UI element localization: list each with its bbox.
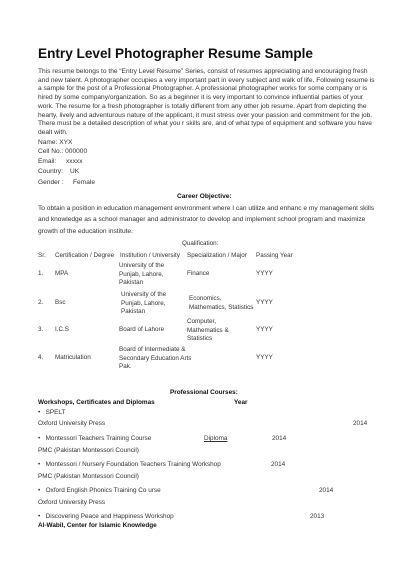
montessori-course-year: 2014: [272, 435, 287, 442]
qual-row-2-sr: 2.: [38, 299, 44, 306]
name-line: Name: XYX: [38, 139, 73, 146]
diploma-label: Diploma: [204, 435, 228, 442]
gender-label: Gender :: [38, 179, 64, 186]
montessori-workshop-item: • Montessori / Nursery Foundation Teachers Training Workshop: [38, 461, 221, 468]
qual-header-year: Passing Year: [256, 252, 293, 259]
cell-line: Cell No.: 000000: [38, 148, 88, 155]
montessori-workshop-provider: PMC (Pakistan Montessori Council): [38, 473, 139, 480]
bullet-icon: •: [38, 409, 41, 416]
qual-row-2-year: YYYY: [256, 299, 273, 306]
montessori-workshop-year: 2014: [271, 461, 286, 468]
phonics-year: 2014: [319, 487, 334, 494]
spelt-item: • SPELT: [38, 409, 66, 416]
qual-header-spec: Specialization / Major: [187, 252, 247, 259]
gender-value: Female: [73, 179, 95, 186]
qual-row-3-sr: 3.: [38, 326, 44, 333]
qual-row-2-cert: Bsc: [55, 299, 66, 306]
qual-row-1-year: YYYY: [256, 270, 273, 277]
email-value: xxxxx: [66, 158, 83, 165]
qual-row-3-year: YYYY: [256, 326, 273, 333]
document-title: Entry Level Photographer Resume Sample: [38, 46, 313, 61]
phonics-item: • Oxford English Phonics Training Co urse: [38, 487, 161, 494]
bullet-icon: •: [38, 461, 41, 468]
workshops-heading: Workshops, Certificates and Diplomas: [38, 399, 155, 406]
montessori-course-item: • Montessori Teachers Training Course: [38, 435, 152, 442]
career-objective-text: To obtain a position in education management environment where I can utilize and enhanc e my management skills and knowledge as a school manager and administrator to develop and implement school program and maximize growth of the education institute.: [38, 205, 375, 235]
qual-row-1-sr: 1.: [38, 270, 44, 277]
professional-courses-heading: Professional Courses:: [170, 389, 238, 396]
bullet-icon: •: [38, 513, 41, 520]
intro-paragraph: This resume belongs to the “Entry Level Resume” Series, consist of resumes appreciating and encouraging fresh and new talent. A photographer occupies a very important part in every subject and walk of life. Following resume is a sample for the post of a Professional Photographer. A professional photographer works for some company or is hired by some company/organization. So as a beginner it is very important to convince influential parties of your work. The resume for a fresh photographer is totally different from any other job resume. Apart from depicting the hearty, lively and adventurous nature of the applicant, it must stress over your passion and commitment for the job. There must be a detailed description of what you r skills are, and of what type of equipment and software you have dealt with.: [38, 68, 375, 136]
spelt-provider: Oxford University Press: [38, 420, 106, 427]
qual-row-1-cert: MPA: [55, 270, 69, 277]
peace-provider: Al-Wabil, Center for Islamic Knowledge: [38, 522, 157, 529]
qual-row-2-spec: Economics, Mathematics, Statistics: [189, 295, 254, 311]
qual-row-4-year: YYYY: [256, 354, 273, 361]
phonics-provider: Oxford University Press: [38, 499, 106, 506]
email-label: Email:: [38, 158, 57, 165]
peace-item: • Discovering Peace and Happiness Workshop: [38, 513, 174, 520]
bullet-icon: •: [38, 435, 41, 442]
qual-row-4-inst: Board of Intermediate & Secondary Education Arts Pak.: [119, 346, 192, 371]
qual-header-sr: Sr.: [38, 252, 46, 259]
bullet-icon: •: [38, 487, 41, 494]
career-objective-heading: Career Objective:: [177, 193, 232, 200]
qual-row-4-cert: Matriculation: [55, 354, 91, 361]
country-label: Country:: [38, 168, 63, 175]
spelt-year: 2014: [353, 420, 368, 427]
qual-row-1-inst: University of the Punjab, Lahore, Pakistan: [119, 262, 165, 287]
qual-row-1-spec: Finance: [187, 270, 210, 277]
qual-row-2-inst: University of the Punjab, Lahore, Pakistan: [121, 291, 167, 316]
qualification-heading: Qualification:: [182, 240, 219, 247]
peace-year: 2013: [310, 513, 325, 520]
qual-row-3-spec: Computer, Mathematics & Statistics: [187, 318, 229, 343]
country-value: UK: [70, 168, 80, 175]
qual-row-4-sr: 4.: [38, 354, 44, 361]
qual-row-3-cert: I.C.S: [55, 326, 69, 333]
qual-header-inst: Institution / University: [120, 252, 180, 259]
qual-row-3-inst: Board of Lahore: [119, 326, 165, 333]
montessori-course-provider: PMC (Pakistan Montessori Council): [38, 447, 139, 454]
workshops-year-heading: Year: [234, 399, 248, 406]
qual-header-cert: Certification / Degree: [55, 252, 115, 259]
